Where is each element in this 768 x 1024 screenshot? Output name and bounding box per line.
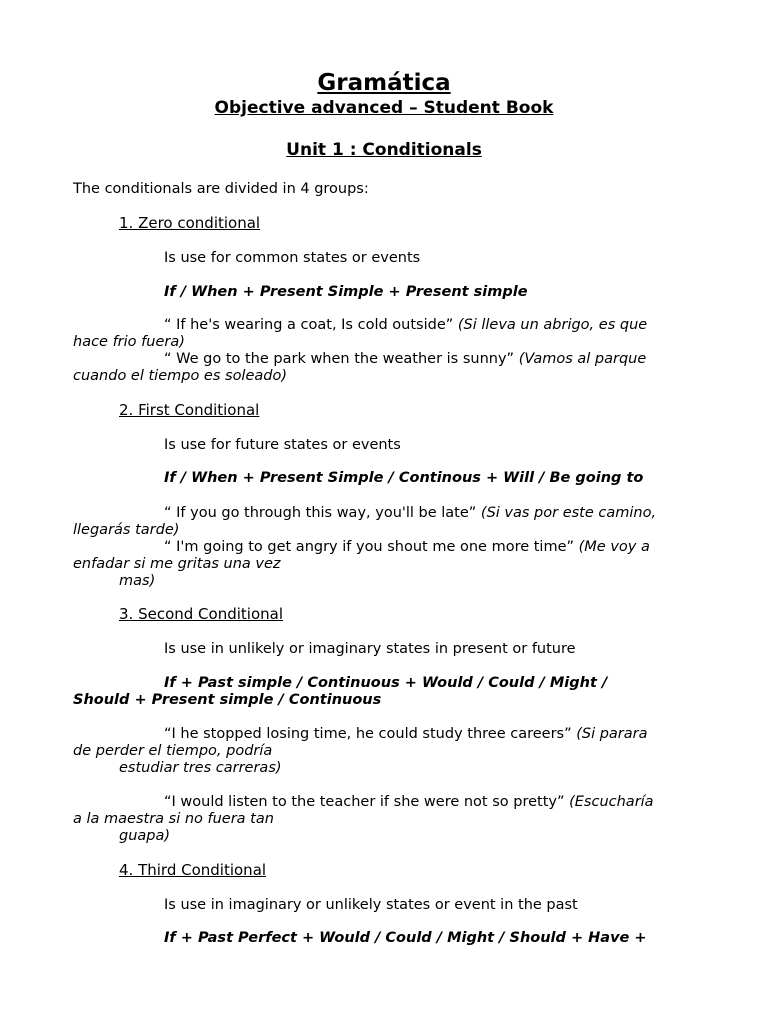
unit-title: Unit 1 : Conditionals [286, 140, 482, 160]
example-translation: hace frio fuera) [73, 334, 185, 350]
example-quote: “I would listen to the teacher if she were not so pretty” [164, 794, 565, 810]
section-usage: Is use for future states or events [164, 437, 401, 453]
example-translation: llegarás tarde) [73, 522, 180, 538]
example-line [164, 539, 650, 556]
example-line [164, 505, 656, 522]
example-translation: (Escucharía [569, 794, 654, 810]
section-heading-zero: 1. Zero conditional [119, 214, 261, 232]
example-translation: (Si lleva un abrigo, es que [457, 317, 648, 333]
example-line [164, 351, 646, 368]
example-translation: (Me voy a [578, 539, 650, 555]
example-translation: mas) [119, 573, 156, 589]
section-usage: Is use for common states or events [164, 250, 421, 266]
example-quote: “ We go to the park when the weather is sunny” [164, 351, 515, 367]
section-heading-second: 3. Second Conditional [119, 605, 283, 623]
example-quote: “ If he's wearing a coat, Is cold outside” [164, 317, 454, 333]
example-translation: enfadar si me gritas una vez [73, 556, 281, 572]
section-usage: Is use in imaginary or unlikely states or event in the past [164, 897, 578, 913]
section-heading-third: 4. Third Conditional [119, 861, 267, 879]
example-translation: guapa) [119, 828, 171, 844]
example-translation: de perder el tiempo, podría [73, 743, 273, 759]
document-title: Gramática [317, 70, 451, 96]
section-heading-first: 2. First Conditional [119, 401, 260, 419]
intro-text: The conditionals are divided in 4 groups: [73, 181, 369, 197]
example-line [164, 726, 648, 743]
example-translation: (Si vas por este camino, [480, 505, 657, 521]
example-quote: “ If you go through this way, you'll be late” [164, 505, 477, 521]
example-translation: cuando el tiempo es soleado) [73, 368, 288, 384]
example-translation: estudiar tres carreras) [119, 760, 282, 776]
section-formula: If / When + Present Simple / Continous + Will / Be going to [164, 470, 644, 486]
section-formula: If / When + Present Simple + Present simple [164, 284, 528, 300]
example-quote: “I he stopped losing time, he could study three careers” [164, 726, 572, 742]
section-formula: If + Past Perfect + Would / Could / Might / Should + Have + [164, 930, 647, 946]
document-subtitle: Objective advanced – Student Book [214, 98, 554, 118]
section-usage: Is use in unlikely or imaginary states in present or future [164, 641, 576, 657]
section-formula: Should + Present simple / Continuous [73, 692, 382, 708]
example-translation: a la maestra si no fuera tan [73, 811, 274, 827]
example-translation: (Vamos al parque [518, 351, 647, 367]
example-translation: (Si parara [576, 726, 648, 742]
example-line [164, 794, 654, 811]
example-quote: “ I'm going to get angry if you shout me one more time” [164, 539, 575, 555]
example-line [164, 317, 647, 334]
section-formula: If + Past simple / Continuous + Would / Could / Might / [164, 675, 608, 691]
